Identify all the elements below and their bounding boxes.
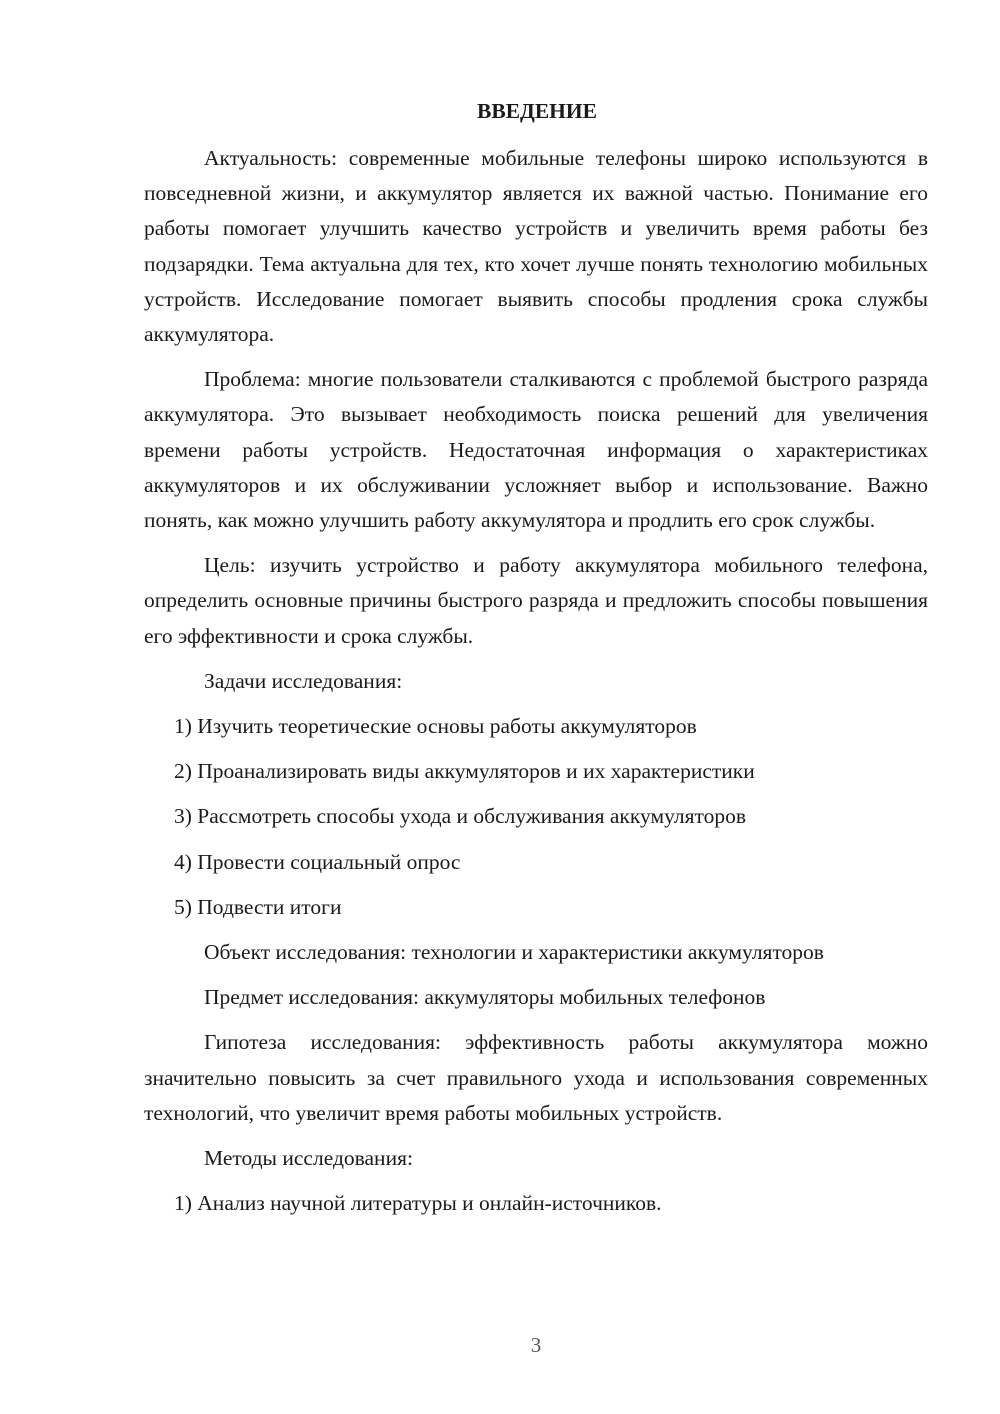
task-item-4: 4) Провести социальный опрос: [174, 849, 461, 874]
methods-heading: Методы исследования:: [204, 1146, 413, 1171]
problem-paragraph: Проблема: многие пользователи сталкиваются с проблемой быстрого разряда аккумулятора. Это вызывает необходимость поиска решений для увеличения времени работы устройств. Недостаточная информация о характеристиках аккумуляторов и их обслуживании усложняет выбор и использование. Важно понять, как можно улучшить работу аккумулятора и продлить его срок службы.: [144, 367, 928, 533]
hypothesis-paragraph: Гипотеза исследования: эффективность работы аккумулятора можно значительно повысить за счет правильного ухода и использования современных технологий, что увеличит время работы мобильных устройств.: [144, 1030, 928, 1125]
task-item-5: 5) Подвести итоги: [174, 894, 342, 919]
section-title: ВВЕДЕНИЕ: [477, 99, 597, 123]
research-object: Объект исследования: технологии и характеристики аккумуляторов: [204, 940, 824, 965]
relevance-paragraph: Актуальность: современные мобильные телефоны широко используются в повседневной жизни, и аккумулятор является их важной частью. Понимание его работы помогает улучшить качество устройств и увеличить время работы без подзарядки. Тема актуальна для тех, кто хочет лучше понять технологию мобильных устройств. Исследование помогает выявить способы продления срока службы аккумулятора.: [144, 146, 928, 347]
task-item-2: 2) Проанализировать виды аккумуляторов и их характеристики: [174, 759, 755, 784]
method-item-1: 1) Анализ научной литературы и онлайн-источников.: [174, 1191, 662, 1216]
task-item-1: 1) Изучить теоретические основы работы аккумуляторов: [174, 714, 697, 739]
tasks-heading: Задачи исследования:: [204, 668, 403, 693]
document-page: [144, 94, 928, 1231]
goal-paragraph: Цель: изучить устройство и работу аккумулятора мобильного телефона, определить основные причины быстрого разряда и предложить способы повышения его эффективности и срока службы.: [144, 553, 928, 648]
research-subject: Предмет исследования: аккумуляторы мобильных телефонов: [204, 985, 766, 1010]
task-item-3: 3) Рассмотреть способы ухода и обслуживания аккумуляторов: [174, 804, 747, 829]
page-number: 3: [530, 1333, 542, 1357]
